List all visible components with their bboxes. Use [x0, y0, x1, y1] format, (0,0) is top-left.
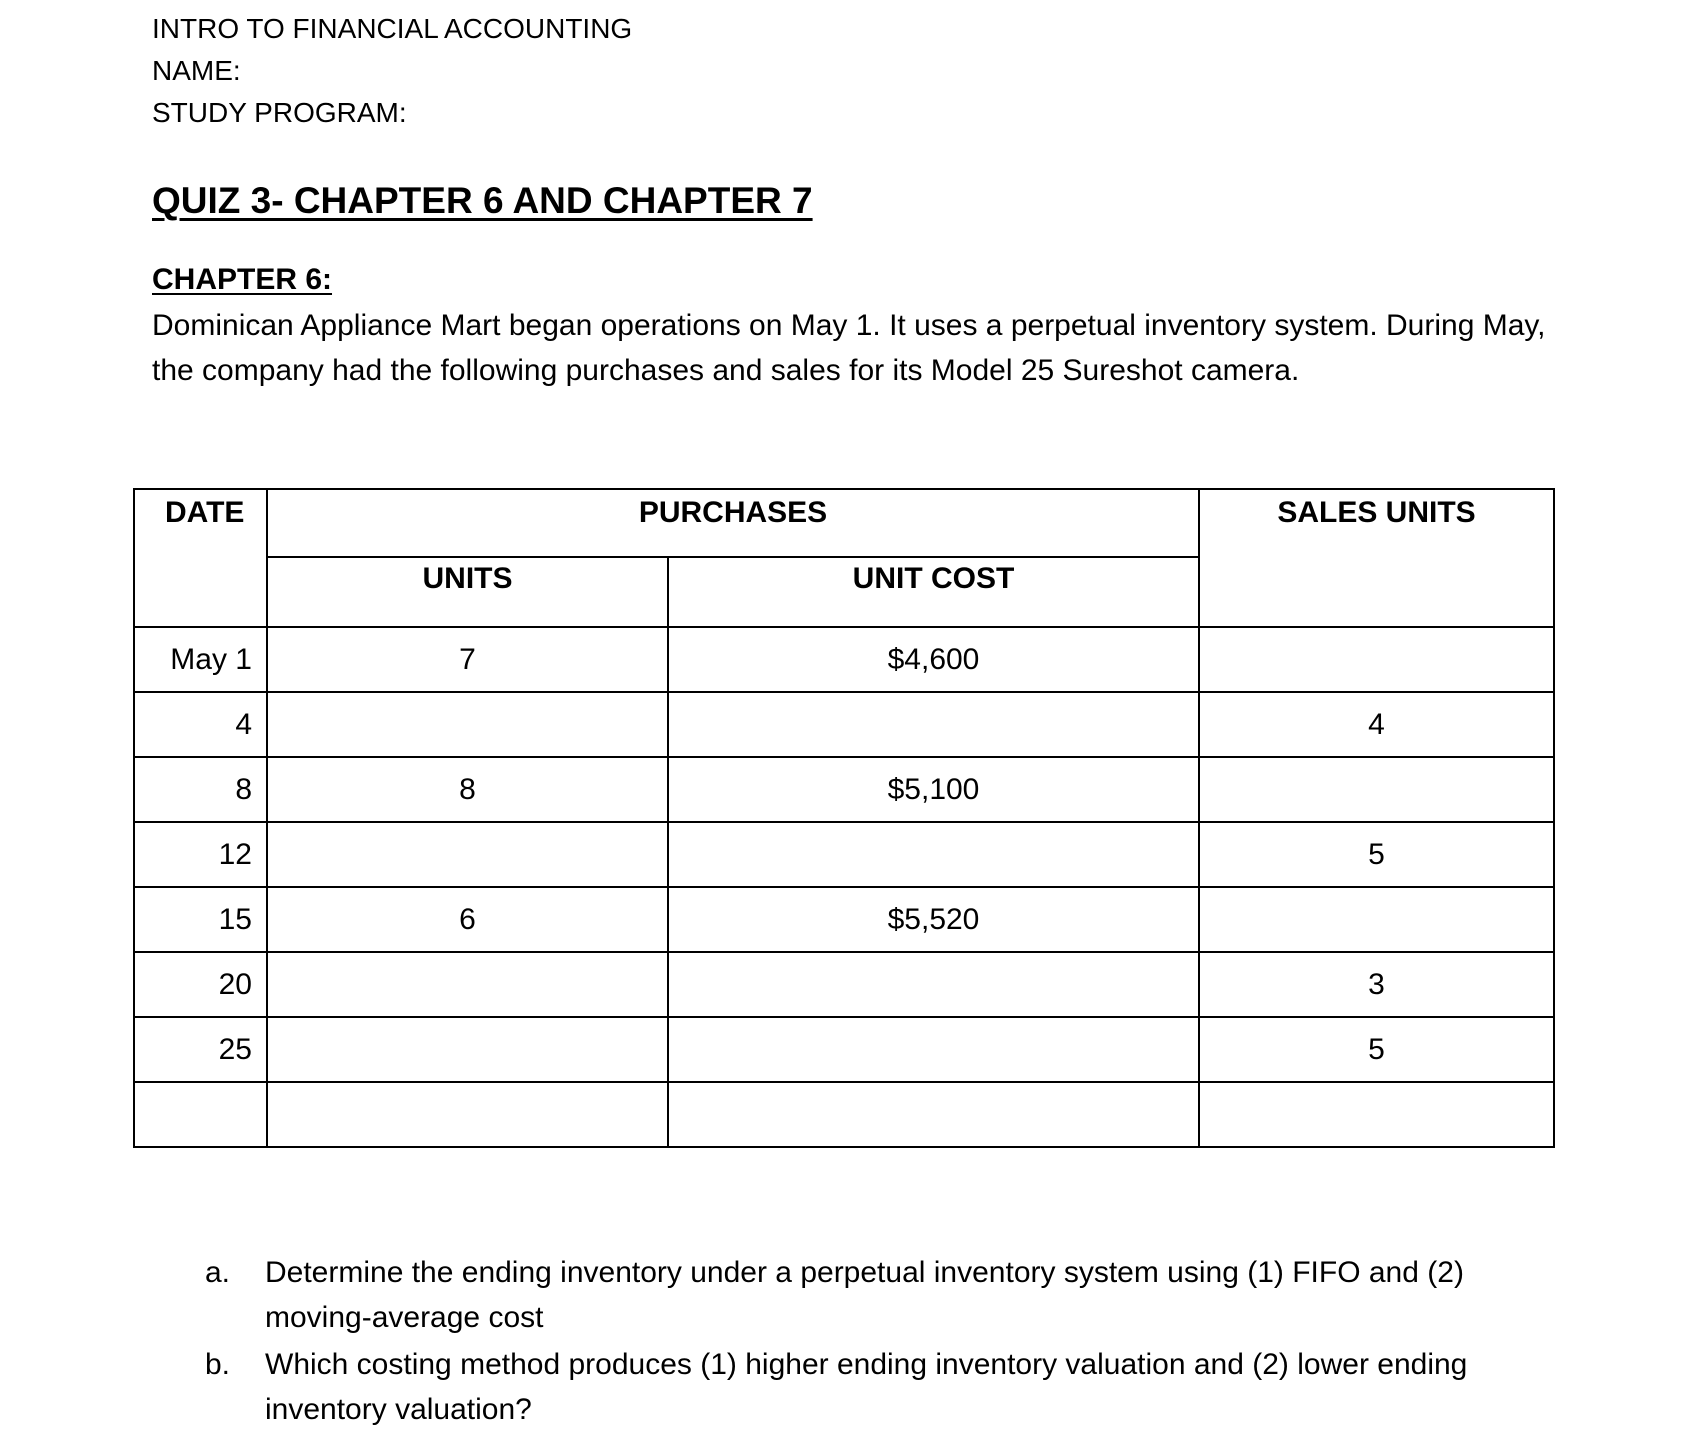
cell-unit-cost — [668, 1082, 1199, 1147]
cell-units: 6 — [267, 887, 668, 952]
table-row — [134, 952, 1554, 1017]
header-units: UNITS — [267, 557, 668, 627]
cell-unit-cost — [668, 822, 1199, 887]
cell-sales-units: 3 — [1199, 952, 1554, 1017]
cell-date: 25 — [134, 1017, 267, 1082]
cell-units: 8 — [267, 757, 668, 822]
cell-date: 4 — [134, 692, 267, 757]
cell-units — [267, 952, 668, 1017]
study-program-label: STUDY PROGRAM: — [152, 97, 407, 128]
chapter-intro-paragraph: Dominican Appliance Mart began operations on May 1. It uses a perpetual inventory system. During May, the company had the following purchases and sales for its Model 25 Sureshot camera. — [152, 309, 1546, 387]
cell-unit-cost — [668, 1017, 1199, 1082]
quiz-title: QUIZ 3- CHAPTER 6 AND CHAPTER 7 — [152, 180, 813, 221]
table-row — [134, 692, 1554, 757]
cell-unit-cost — [668, 692, 1199, 757]
cell-units — [267, 1017, 668, 1082]
cell-units — [267, 822, 668, 887]
cell-unit-cost — [668, 952, 1199, 1017]
question-item — [205, 1250, 1555, 1340]
question-text: Determine the ending inventory under a perpetual inventory system using (1) FIFO and (2) moving-average cost — [265, 1256, 1464, 1334]
table-row — [134, 822, 1554, 887]
chapter-heading: CHAPTER 6: — [152, 263, 333, 296]
name-label: NAME: — [152, 55, 241, 86]
table-header-row — [134, 489, 1554, 557]
cell-date: 20 — [134, 952, 267, 1017]
question-item — [205, 1342, 1555, 1432]
cell-unit-cost: $4,600 — [668, 627, 1199, 692]
question-text: Which costing method produces (1) higher ending inventory valuation and (2) lower ending inventory valuation? — [265, 1348, 1468, 1426]
cell-date: 15 — [134, 887, 267, 952]
table-row — [134, 1082, 1554, 1147]
cell-date: 12 — [134, 822, 267, 887]
cell-date — [134, 1082, 267, 1147]
cell-units: 7 — [267, 627, 668, 692]
cell-unit-cost: $5,520 — [668, 887, 1199, 952]
cell-sales-units — [1199, 757, 1554, 822]
table-row — [134, 1017, 1554, 1082]
question-marker: b. — [205, 1348, 231, 1381]
table-row — [134, 887, 1554, 952]
cell-sales-units — [1199, 627, 1554, 692]
cell-sales-units — [1199, 887, 1554, 952]
header-unit-cost: UNIT COST — [668, 557, 1199, 627]
cell-units — [267, 1082, 668, 1147]
cell-sales-units: 5 — [1199, 822, 1554, 887]
course-title: INTRO TO FINANCIAL ACCOUNTING — [152, 13, 633, 44]
table-row — [134, 757, 1554, 822]
cell-date: 8 — [134, 757, 267, 822]
cell-units — [267, 692, 668, 757]
cell-date: May 1 — [134, 627, 267, 692]
table-row — [134, 627, 1554, 692]
question-marker: a. — [205, 1256, 231, 1289]
question-list — [205, 1250, 1555, 1434]
header-sales-units: SALES UNITS — [1199, 489, 1554, 627]
header-date: DATE — [134, 489, 267, 627]
cell-unit-cost: $5,100 — [668, 757, 1199, 822]
header-purchases: PURCHASES — [267, 489, 1199, 557]
cell-sales-units — [1199, 1082, 1554, 1147]
cell-sales-units: 5 — [1199, 1017, 1554, 1082]
cell-sales-units: 4 — [1199, 692, 1554, 757]
inventory-table — [133, 488, 1555, 1148]
